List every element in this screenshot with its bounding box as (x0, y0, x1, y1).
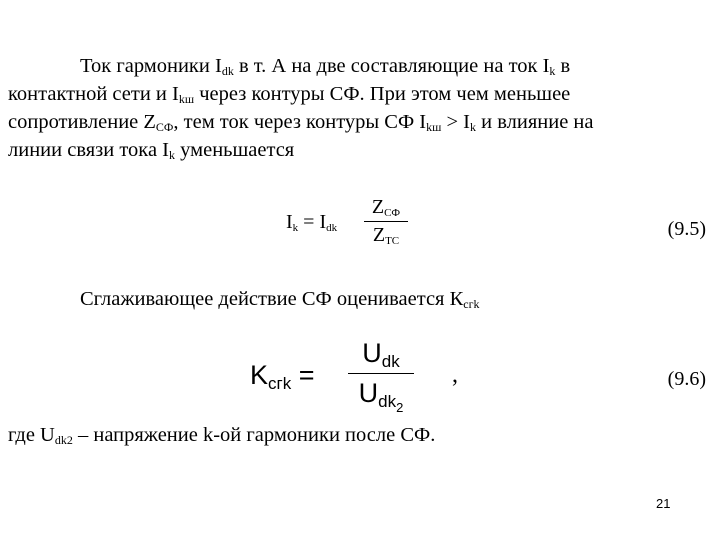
fraction-bar (348, 373, 414, 374)
paragraph-line-4: линии связи тока $I_k$ уменьшается (8, 139, 295, 162)
fraction-numerator: $Z_{СФ}$ (371, 196, 401, 219)
fraction-denominator: $Z_{TC}$ (372, 224, 400, 247)
fraction-bar (364, 221, 408, 222)
smoothing-paragraph: Сглаживающее действие СФ оценивается $К_{сгk}$ (80, 288, 480, 311)
formula-comma: , (452, 362, 458, 388)
formula-9-6-fraction (348, 338, 414, 415)
definition-paragraph: где $U_{dk2}$ – напряжение k-ой гармоники после СФ. (8, 424, 436, 447)
formula-9-5-lhs: $I_k = I_{dk}$ (286, 211, 338, 234)
page-number: 21 (656, 496, 671, 511)
intro-paragraph (8, 52, 708, 164)
equation-number-9-5: (9.5) (667, 218, 706, 240)
formula-9-6-lhs: $K_{сгk}$ = (250, 360, 315, 393)
equation-number-9-6: (9.6) (667, 368, 706, 390)
paragraph-line-1: Ток гармоники $I_{dk}$ в т. А на две составляющие на ток $I_k$ в (80, 55, 571, 78)
paragraph-line-3: сопротивление $Z_{СФ}$, тем ток через контуры СФ $I_{kш} > I_k$ и влияние на (8, 111, 594, 134)
fraction-denominator: $U_{dk_2}$ (358, 378, 404, 415)
fraction-numerator: $U_{dk}$ (362, 338, 400, 371)
formula-9-5-fraction (364, 196, 408, 247)
paragraph-line-2: контактной сети и $I_{kш}$ через контуры СФ. При этом чем меньшее (8, 83, 571, 106)
